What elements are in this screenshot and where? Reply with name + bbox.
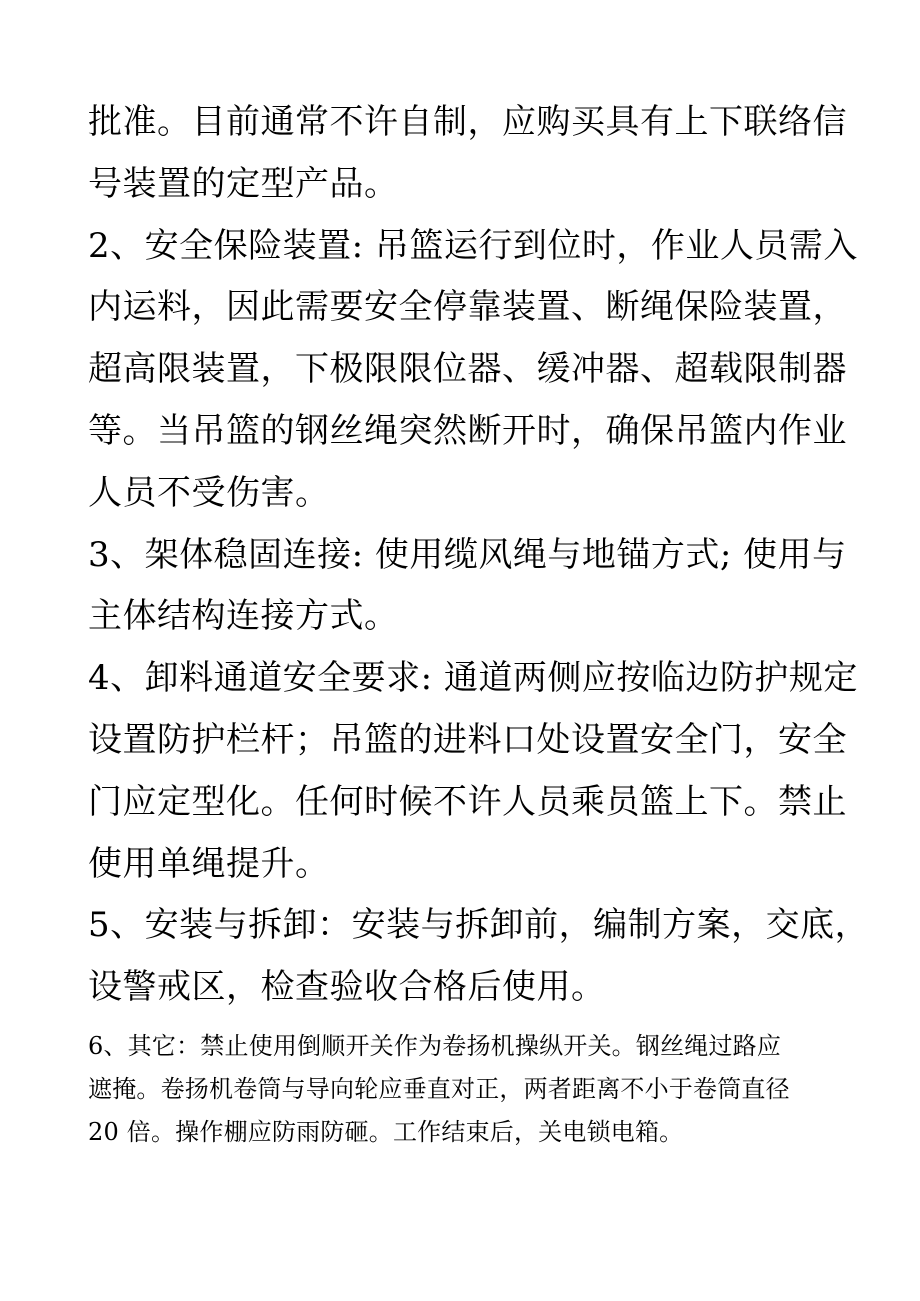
text-line: 设警戒区，检查验收合格后使用。 (88, 967, 606, 1008)
text-line: 20 倍。操作棚应防雨防砸。工作结束后，关电锁电箱。 (88, 1117, 684, 1146)
paragraph-safety-devices (88, 216, 858, 525)
text-line: 5、安装与拆卸：安装与拆卸前，编制方案，交底， (88, 905, 870, 946)
text-line: 3、架体稳固连接: 使用缆风绳与地锚方式; 使用与 (88, 534, 847, 575)
text-line: 内运料，因此需要安全停靠装置、断绳保险装置， (88, 287, 847, 328)
text-line: 设置防护栏杆；吊篮的进料口处设置安全门，安全 (88, 719, 847, 760)
text-line: 主体结构连接方式。 (88, 596, 399, 637)
text-line: 人员不受伤害。 (88, 472, 330, 513)
text-line: 4、卸料通道安全要求: 通道两侧应按临边防护规定 (88, 658, 858, 699)
text-line: 6、其它：禁止使用倒顺开关作为卷扬机操纵开关。钢丝绳过路应 (88, 1031, 782, 1060)
text-line: 使用单绳提升。 (88, 843, 330, 884)
paragraph-other (88, 1025, 843, 1154)
paragraph-unloading-passage (88, 648, 858, 895)
paragraph-continuation (88, 92, 847, 216)
text-line: 门应定型化。任何时候不许人员乘员篮上下。禁止 (88, 781, 847, 822)
document-page (88, 92, 870, 1154)
text-line: 2、安全保险装置: 吊篮运行到位时，作业人员需入 (88, 225, 858, 266)
paragraph-frame-connection (88, 525, 847, 649)
text-line: 批准。目前通常不许自制，应购买具有上下联络信 (88, 102, 847, 142)
paragraph-installation (88, 895, 870, 1019)
text-line: 号装置的定型产品。 (88, 163, 399, 204)
text-line: 等。当吊篮的钢丝绳突然断开时，确保吊篮内作业 (88, 410, 847, 451)
text-line: 超高限装置，下极限限位器、缓冲器、超载限制器 (88, 349, 847, 390)
text-line: 遮掩。卷扬机卷筒与导向轮应垂直对正，两者距离不小于卷筒直径 (88, 1074, 790, 1103)
